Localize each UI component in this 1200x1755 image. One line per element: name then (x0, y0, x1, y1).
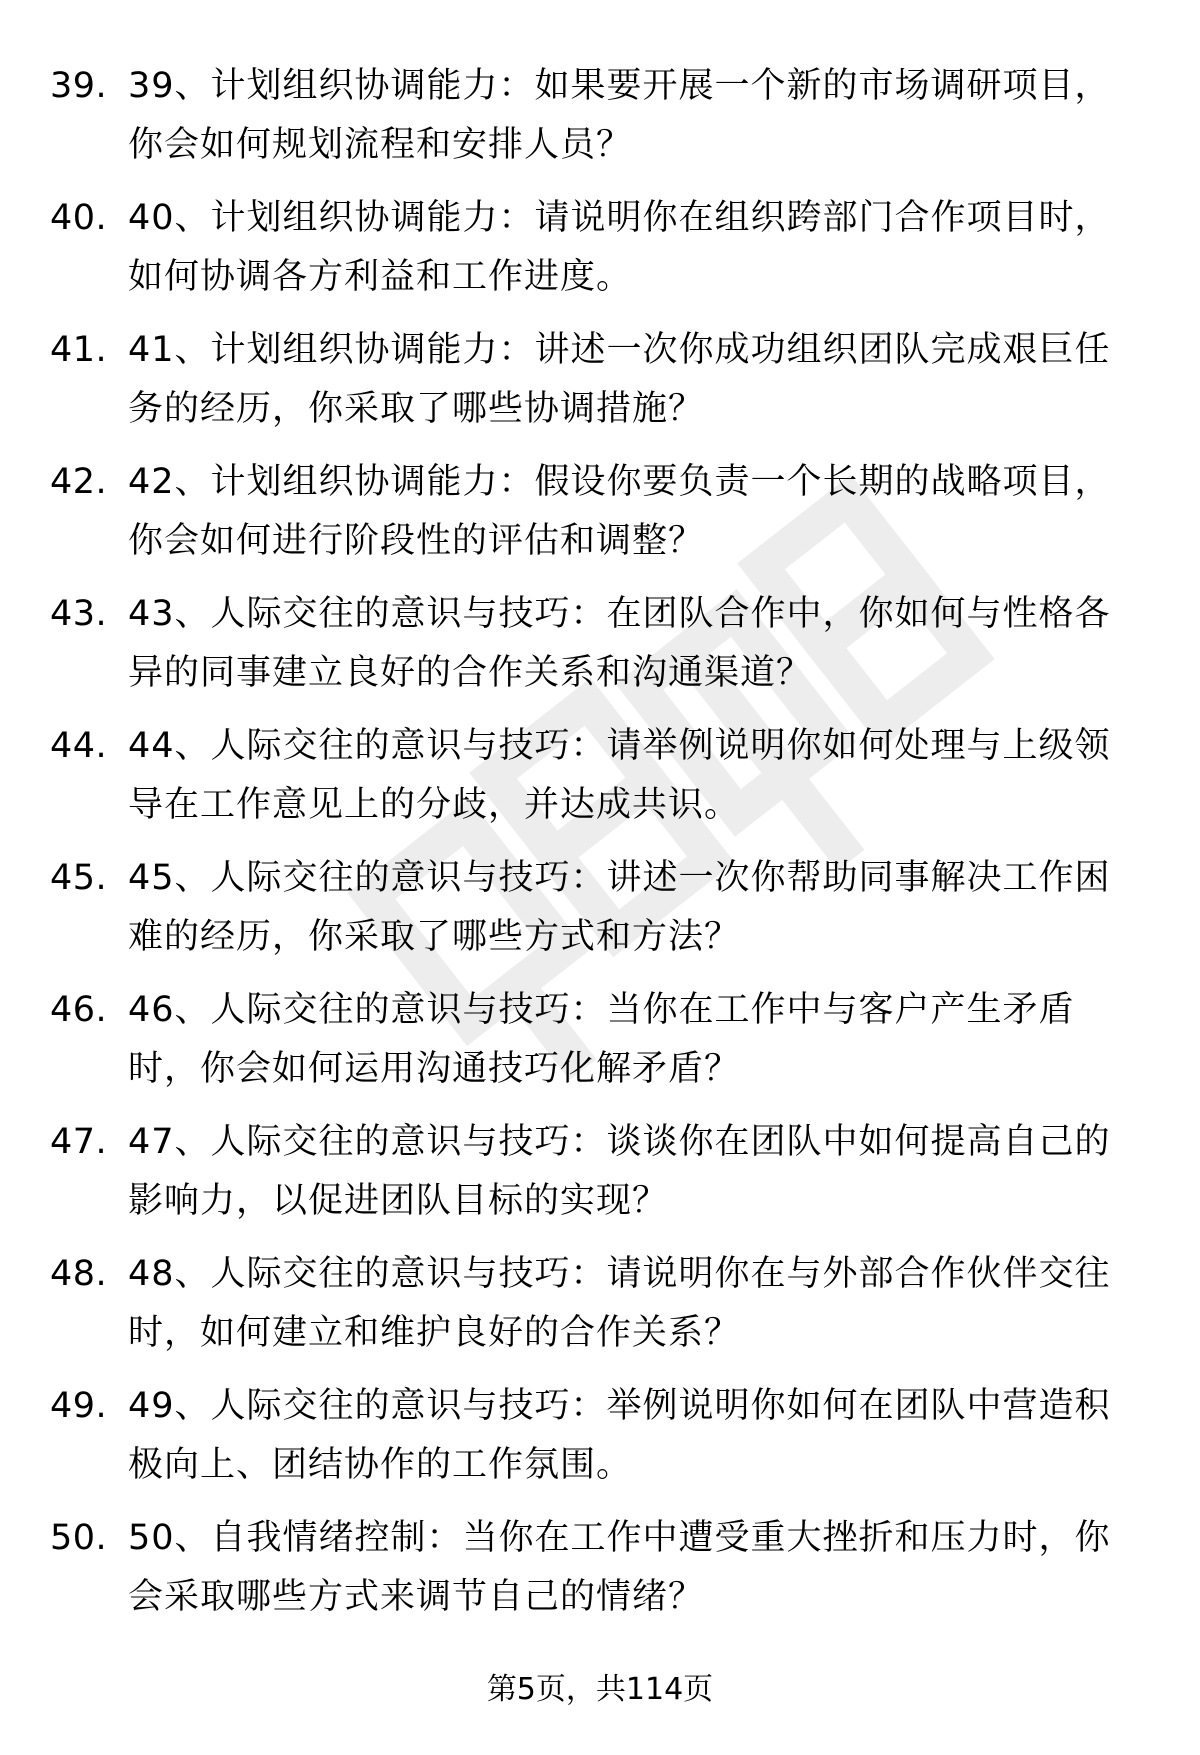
item-number: 41. (50, 330, 108, 370)
list-item (50, 1509, 1150, 1641)
item-number: 50. (50, 1518, 108, 1558)
list-item (50, 849, 1150, 981)
item-text: 41、计划组织协调能力：讲述一次你成功组织团队完成艰巨任务的经历，你采取了哪些协调措施？ (128, 330, 1111, 429)
item-number: 44. (50, 726, 108, 766)
item-number: 49. (50, 1386, 108, 1426)
item-number: 48. (50, 1254, 108, 1294)
list-item (50, 57, 1150, 189)
item-number: 42. (50, 462, 108, 502)
item-number: 45. (50, 858, 108, 898)
list-item (50, 717, 1150, 849)
list-item (50, 981, 1150, 1113)
list-item (50, 1245, 1150, 1377)
item-text: 42、计划组织协调能力：假设你要负责一个长期的战略项目，你会如何进行阶段性的评估和调整？ (128, 462, 1111, 561)
list-item (50, 321, 1150, 453)
item-text: 45、人际交往的意识与技巧：讲述一次你帮助同事解决工作困难的经历，你采取了哪些方式和方法？ (128, 858, 1111, 957)
list-item (50, 453, 1150, 585)
list-item (50, 189, 1150, 321)
item-number: 40. (50, 198, 108, 238)
item-number: 46. (50, 990, 108, 1030)
list-item (50, 1113, 1150, 1245)
item-text: 43、人际交往的意识与技巧：在团队合作中，你如何与性格各异的同事建立良好的合作关系和沟通渠道？ (128, 594, 1111, 693)
item-text: 48、人际交往的意识与技巧：请说明你在与外部合作伙伴交往时，如何建立和维护良好的合作关系？ (128, 1254, 1111, 1353)
page-footer: 第5页，共114页 (486, 1672, 714, 1707)
item-text: 49、人际交往的意识与技巧：举例说明你如何在团队中营造积极向上、团结协作的工作氛围。 (128, 1386, 1111, 1485)
item-text: 44、人际交往的意识与技巧：请举例说明你如何处理与上级领导在工作意见上的分歧，并达成共识。 (128, 726, 1111, 825)
item-text: 46、人际交往的意识与技巧：当你在工作中与客户产生矛盾时，你会如何运用沟通技巧化解矛盾？ (128, 990, 1075, 1089)
question-list (50, 57, 1150, 1641)
item-number: 47. (50, 1122, 108, 1162)
list-item (50, 1377, 1150, 1509)
item-text: 47、人际交往的意识与技巧：谈谈你在团队中如何提高自己的影响力，以促进团队目标的实现？ (128, 1122, 1111, 1221)
item-number: 43. (50, 594, 108, 634)
item-number: 39. (50, 66, 108, 106)
item-text: 40、计划组织协调能力：请说明你在组织跨部门合作项目时，如何协调各方利益和工作进度。 (128, 198, 1111, 297)
list-item (50, 585, 1150, 717)
item-text: 50、自我情绪控制：当你在工作中遭受重大挫折和压力时，你会采取哪些方式来调节自己的情绪？ (128, 1518, 1111, 1617)
item-text: 39、计划组织协调能力：如果要开展一个新的市场调研项目，你会如何规划流程和安排人员？ (128, 66, 1111, 165)
